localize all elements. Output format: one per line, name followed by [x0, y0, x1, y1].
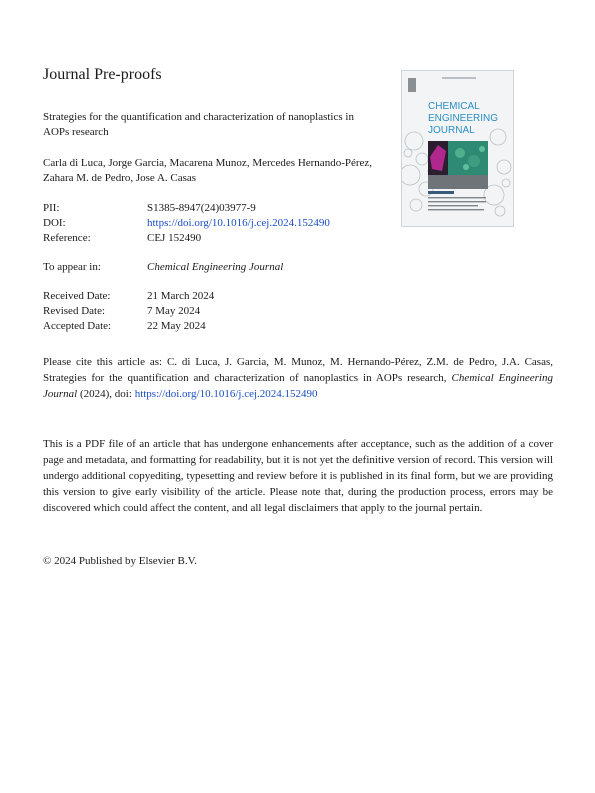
citation-journal: Chemical Engineering Journal	[43, 372, 553, 400]
reference-value: CEJ 152490	[147, 232, 202, 244]
copyright-line: © 2024 Published by Elsevier B.V.	[43, 555, 197, 567]
doi-label: DOI:	[43, 217, 66, 229]
revised-value: 7 May 2024	[147, 305, 201, 317]
accepted-label: Accepted Date:	[43, 320, 112, 332]
journal-pre-proofs-heading: Journal Pre-proofs	[43, 66, 162, 83]
citation-prefix: Please cite this article as: C. di Luca, J. Garcia, M. Munoz, M. Hernando-Pérez, Z.M. de Pedro, J.A. Casas, Strategies for the quantification and characterization of nanoplastics in AOPs research,	[43, 356, 553, 384]
to-appear-label: To appear in:	[43, 261, 101, 273]
pii-value: S1385-8947(24)03977-9	[147, 202, 256, 214]
reference-label: Reference:	[43, 232, 91, 244]
cover-title-line2: ENGINEERING	[428, 113, 499, 124]
citation-middle: (2024), doi:	[77, 388, 135, 400]
to-appear-value: Chemical Engineering Journal	[147, 261, 284, 273]
notice-paragraph: This is a PDF file of an article that has undergone enhancements after acceptance, such as the addition of a cover page and metadata, and formatting for readability, but it is not yet the definitive version of record. This version will undergo additional copyediting, typesetting and review before it is published in its final form, but we are providing this version to give early visibility of the article. Please note that, during the production process, errors may be discovered which could affect the content, and all legal disclaimers that apply to the journal pertain.	[43, 438, 553, 514]
article-title: Strategies for the quantification and characterization of nanoplastics in AOPs research	[43, 111, 354, 138]
citation-doi-link[interactable]: https://doi.org/10.1016/j.cej.2024.152490	[134, 388, 318, 400]
journal-cover-image	[401, 70, 514, 227]
revised-label: Revised Date:	[43, 305, 106, 317]
pii-label: PII:	[43, 202, 60, 214]
doi-row	[43, 216, 330, 231]
cover-title-line1: CHEMICAL	[428, 101, 480, 112]
to-appear-row	[43, 260, 283, 275]
received-row	[43, 289, 214, 304]
cover-title-line3: JOURNAL	[428, 125, 475, 136]
accepted-row	[43, 319, 206, 334]
pii-row	[43, 201, 256, 216]
revised-row	[43, 304, 200, 319]
reference-row	[43, 231, 201, 246]
received-value: 21 March 2024	[147, 290, 215, 302]
article-authors: Carla di Luca, Jorge Garcia, Macarena Munoz, Mercedes Hernando-Pérez, Zahara M. de Pedro, Jose A. Casas	[43, 157, 373, 184]
received-label: Received Date:	[43, 290, 111, 302]
doi-link[interactable]: https://doi.org/10.1016/j.cej.2024.152490	[147, 217, 330, 229]
citation-paragraph	[43, 354, 553, 402]
accepted-value: 22 May 2024	[147, 320, 206, 332]
